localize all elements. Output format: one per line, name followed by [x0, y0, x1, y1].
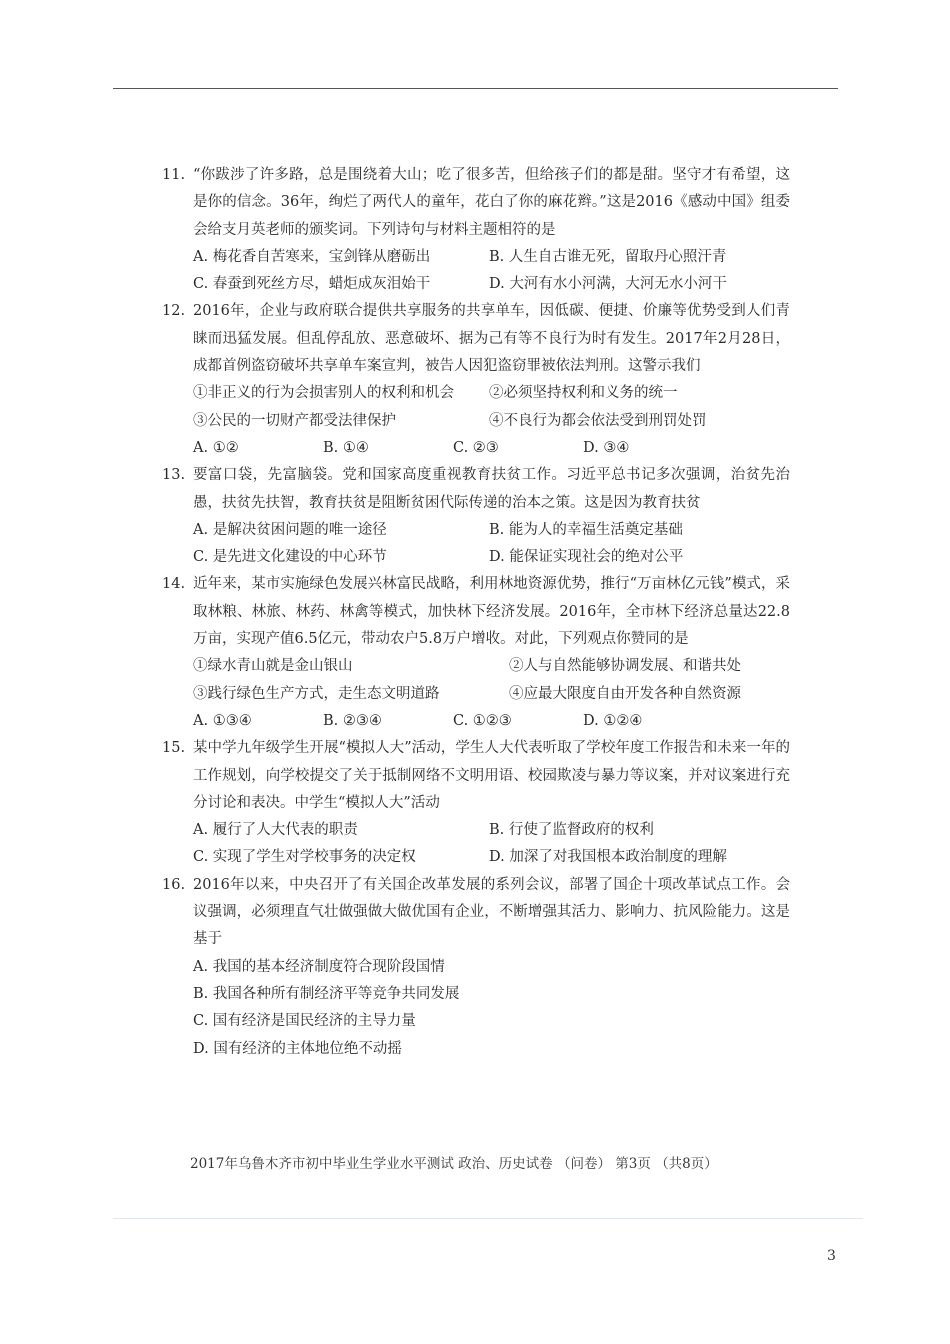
- question-stem: 2016年以来，中央召开了有关国企改革发展的系列会议，部署了国企十项改革试点工作。会议强调，必须理直气壮做强做大做优国有企业，不断增强其活力、影响力、抗风险能力。这是基于: [193, 876, 790, 948]
- question-12: [162, 298, 790, 462]
- question-list: [162, 162, 790, 1063]
- question-stem: 某中学九年级学生开展“模拟人大”活动，学生人大代表听取了学校年度工作报告和未来一年的工作规划，向学校提交了关于抵制网络不文明用语、校园欺凌与暴力等议案，并对议案进行充分讨论和表决。中学生“模拟人大”活动: [193, 740, 790, 811]
- question-number: 11.: [162, 167, 186, 183]
- option-a: A. 梅花香自苦寒来，宝剑锋从磨砺出: [193, 248, 431, 265]
- option-d: D. 能保证实现社会的绝对公平: [489, 549, 684, 566]
- statement-3: ③公民的一切财产都受法律保护: [193, 412, 396, 429]
- option-d: D. ①②④: [583, 712, 643, 729]
- statement-2: ②必须坚持权利和义务的统一: [489, 385, 678, 402]
- page-number: 3: [827, 1248, 836, 1264]
- statement-4: ④应最大限度自由开发各种自然资源: [509, 685, 741, 702]
- question-number: 12.: [162, 303, 186, 320]
- option-b: B. 我国各种所有制经济平等竞争共同发展: [193, 985, 460, 1002]
- option-a: A. 是解决贫困问题的唯一途径: [193, 521, 387, 538]
- question-15: [162, 735, 790, 871]
- option-c: C. 实现了学生对学校事务的决定权: [193, 849, 416, 866]
- option-b: B. 能为人的幸福生活奠定基础: [489, 521, 683, 538]
- option-a: A. 我国的基本经济制度符合现阶段国情: [193, 958, 445, 975]
- option-a: A. ①②: [193, 439, 239, 456]
- option-d: D. 加深了对我国根本政治制度的理解: [489, 849, 727, 866]
- option-c: C. ②③: [453, 439, 499, 456]
- question-14: [162, 571, 790, 735]
- statement-4: ④不良行为都会依法受到刑罚处罚: [489, 412, 707, 429]
- question-16: [162, 872, 790, 1063]
- option-d: D. ③④: [583, 439, 630, 456]
- option-b: B. 人生自古谁无死，留取丹心照汗青: [489, 248, 727, 265]
- question-number: 15.: [162, 740, 186, 757]
- statement-1: ①绿水青山就是金山银山: [193, 658, 353, 675]
- option-b: B. 行使了监督政府的权利: [489, 822, 654, 839]
- option-b: B. ①④: [323, 439, 369, 456]
- option-d: D. 大河有水小河满，大河无水小河干: [489, 276, 727, 293]
- statement-3: ③践行绿色生产方式，走生态文明道路: [193, 685, 440, 702]
- header-rule: [113, 88, 838, 89]
- question-stem: 近年来，某市实施绿色发展兴林富民战略，利用林地资源优势，推行“万亩林亿元钱”模式，采取林粮、林旅、林药、林禽等模式，加快林下经济发展。2016年，全市林下经济总量达22.8万亩，实现产值6.5亿元，带动农户5.8万户增收。对此，下列观点你赞同的是: [193, 576, 790, 648]
- option-c: C. 春蚕到死丝方尽，蜡炬成灰泪始干: [193, 276, 431, 293]
- question-stem: 要富口袋，先富脑袋。党和国家高度重视教育扶贫工作。习近平总书记多次强调，治贫先治愚，扶贫先扶智，教育扶贫是阻断贫困代际传递的治本之策。这是因为教育扶贫: [193, 467, 790, 511]
- question-stem: 2016年，企业与政府联合提供共享服务的共享单车，因低碳、便捷、价廉等优势受到人们青睐而迅猛发展。但乱停乱放、恶意破坏、据为己有等不良行为时有发生。2017年2月28日，成都首例盗窃破坏共享单车案宣判，被告人因犯盗窃罪被依法判刑。这警示我们: [193, 303, 790, 375]
- question-11: [162, 162, 790, 298]
- question-stem: “你跋涉了许多路，总是围绕着大山；吃了很多苦，但给孩子们的都是甜。坚守才有希望，这是你的信念。36年，绚烂了两代人的童年，花白了你的麻花辫。”这是2016《感动中国》组委会给支月英老师的颁奖词。下列诗句与材料主题相符的是: [193, 167, 790, 238]
- option-a: A. 履行了人大代表的职责: [193, 822, 358, 839]
- exam-footer: 2017年乌鲁木齐市初中毕业生学业水平测试 政治、历史试卷 （问卷） 第3页 （共8页）: [190, 1156, 718, 1172]
- footer-rule: [113, 1218, 863, 1219]
- option-b: B. ②③④: [323, 712, 382, 729]
- statement-1: ①非正义的行为会损害别人的权利和机会: [193, 385, 454, 402]
- option-c: C. 是先进文化建设的中心环节: [193, 549, 387, 566]
- question-13: [162, 462, 790, 571]
- question-number: 16.: [162, 876, 186, 893]
- option-d: D. 国有经济的主体地位绝不动摇: [193, 1040, 402, 1057]
- option-c: C. 国有经济是国民经济的主导力量: [193, 1013, 416, 1030]
- statement-2: ②人与自然能够协调发展、和谐共处: [509, 658, 741, 675]
- question-number: 14.: [162, 576, 186, 593]
- option-a: A. ①③④: [193, 712, 252, 729]
- question-number: 13.: [162, 467, 186, 484]
- option-c: C. ①②③: [453, 712, 512, 729]
